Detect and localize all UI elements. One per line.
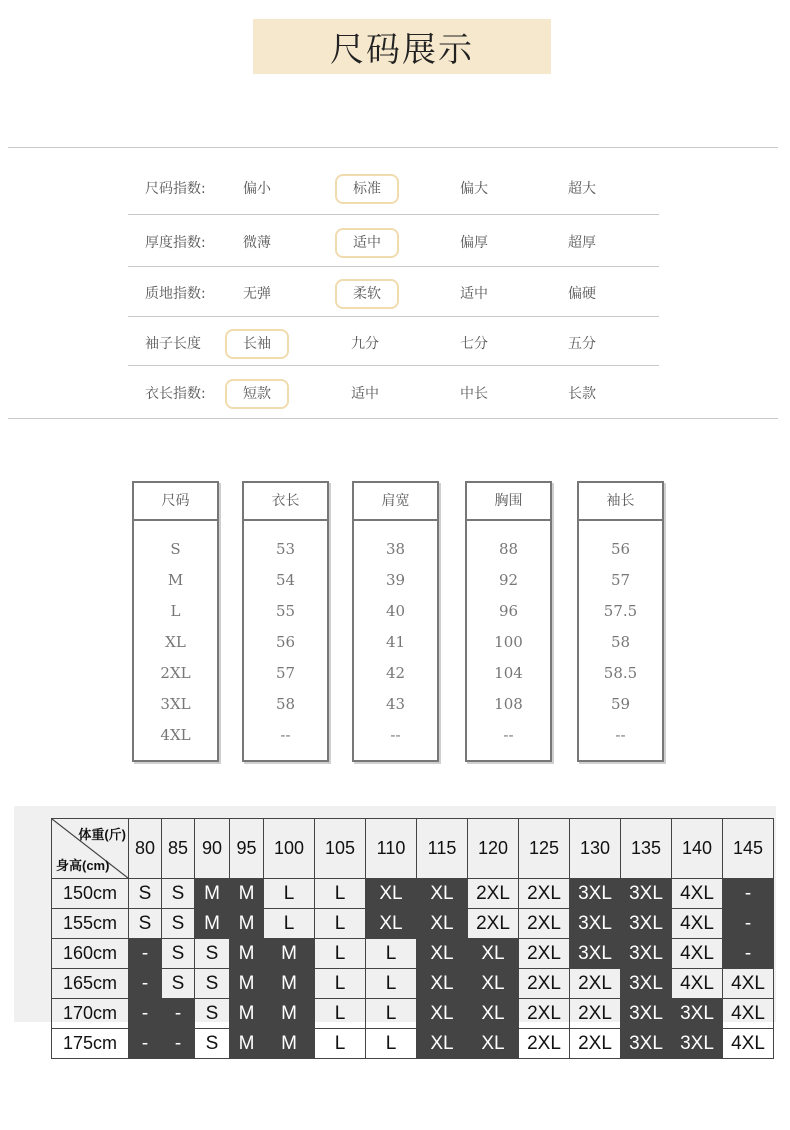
size-cell: XL: [366, 879, 417, 909]
size-cell: 2XL: [570, 1029, 621, 1059]
size-cell: 2XL: [519, 879, 570, 909]
size-cell: XL: [468, 939, 519, 969]
divider-top: [8, 147, 778, 148]
grid-corner: [52, 819, 129, 879]
size-cell: 4XL: [672, 909, 723, 939]
size-cell: 4XL: [723, 1029, 774, 1059]
size-cell: 3XL: [672, 999, 723, 1029]
index-option-selected: 柔软: [335, 279, 399, 309]
size-cell: S: [195, 969, 230, 999]
weight-header: 80: [129, 819, 162, 879]
measurement-value: --: [503, 726, 514, 744]
measurement-value: 40: [385, 602, 406, 620]
table-row: [52, 1029, 774, 1059]
index-option: 超厚: [568, 235, 596, 251]
index-option: 适中: [351, 386, 379, 402]
table-row: [52, 909, 774, 939]
table-row: [52, 969, 774, 999]
measurement-column: [465, 481, 552, 762]
index-option: 长款: [568, 386, 596, 402]
index-option: 五分: [568, 336, 596, 352]
index-row: [0, 380, 790, 408]
size-cell: L: [366, 969, 417, 999]
size-cell: XL: [417, 939, 468, 969]
measurement-value: 100: [494, 633, 523, 651]
index-option: 七分: [460, 336, 488, 352]
size-cell: -: [723, 909, 774, 939]
size-cell: 4XL: [672, 969, 723, 999]
index-label: 厚度指数:: [145, 235, 206, 251]
index-option: 微薄: [243, 235, 271, 251]
size-cell: L: [315, 999, 366, 1029]
measurement-value: --: [390, 726, 401, 744]
weight-header: 90: [195, 819, 230, 879]
weight-header: 95: [230, 819, 264, 879]
size-cell: M: [230, 939, 264, 969]
size-cell: 3XL: [672, 1029, 723, 1059]
size-cell: L: [315, 909, 366, 939]
size-cell: 2XL: [570, 969, 621, 999]
table-row: [52, 939, 774, 969]
measurement-value: 96: [498, 602, 519, 620]
height-header: 175cm: [52, 1029, 129, 1059]
index-option: 偏小: [243, 181, 271, 197]
size-cell: L: [366, 939, 417, 969]
weight-header: 110: [366, 819, 417, 879]
size-cell: XL: [417, 969, 468, 999]
measurement-column: [577, 481, 664, 762]
size-cell: 3XL: [621, 1029, 672, 1059]
size-cell: 3XL: [570, 879, 621, 909]
page-title-banner: [253, 19, 551, 74]
table-row: [52, 879, 774, 909]
size-cell: S: [129, 909, 162, 939]
measurement-value: --: [615, 726, 626, 744]
size-cell: M: [230, 909, 264, 939]
table-row: [52, 999, 774, 1029]
measurement-value: XL: [165, 633, 186, 651]
index-option: 九分: [351, 336, 379, 352]
size-cell: M: [264, 969, 315, 999]
measurement-value: 108: [494, 695, 523, 713]
measurement-value: 58.5: [603, 664, 638, 682]
size-cell: 2XL: [468, 879, 519, 909]
index-label: 质地指数:: [145, 286, 206, 302]
weight-header: 85: [162, 819, 195, 879]
size-cell: 3XL: [621, 879, 672, 909]
weight-header: 120: [468, 819, 519, 879]
size-cell: 2XL: [519, 939, 570, 969]
column-header: 胸围: [467, 483, 550, 521]
measurement-value: 53: [275, 540, 296, 558]
measurement-value: 39: [385, 571, 406, 589]
weight-header: 105: [315, 819, 366, 879]
measurement-value: L: [170, 602, 181, 620]
index-row: [0, 229, 790, 257]
size-cell: M: [230, 1029, 264, 1059]
size-cell: XL: [417, 879, 468, 909]
size-cell: XL: [417, 999, 468, 1029]
size-cell: 2XL: [519, 969, 570, 999]
measurement-value: 42: [385, 664, 406, 682]
size-cell: S: [162, 969, 195, 999]
divider: [128, 266, 659, 267]
size-cell: L: [315, 939, 366, 969]
weight-header: 145: [723, 819, 774, 879]
index-option: 偏厚: [460, 235, 488, 251]
column-header: 衣长: [244, 483, 327, 521]
size-cell: XL: [468, 969, 519, 999]
size-cell: S: [195, 1029, 230, 1059]
size-cell: -: [129, 939, 162, 969]
measurement-value: 92: [498, 571, 519, 589]
size-cell: -: [129, 999, 162, 1029]
index-label: 尺码指数:: [145, 181, 206, 197]
size-recommendation-grid: [51, 818, 774, 1059]
size-cell: 2XL: [519, 909, 570, 939]
size-cell: XL: [417, 1029, 468, 1059]
size-cell: 2XL: [570, 999, 621, 1029]
size-cell: S: [162, 939, 195, 969]
measurement-value: M: [167, 571, 184, 589]
measurement-column: [352, 481, 439, 762]
index-option: 偏大: [460, 181, 488, 197]
column-header: 袖长: [579, 483, 662, 521]
measurement-value: 2XL: [160, 664, 191, 682]
measurement-value: 3XL: [160, 695, 191, 713]
column-header: 肩宽: [354, 483, 437, 521]
weight-header: 130: [570, 819, 621, 879]
weight-label: 体重(斤): [78, 827, 126, 842]
index-option-selected: 短款: [225, 379, 289, 409]
measurement-value: 56: [275, 633, 296, 651]
size-cell: XL: [468, 1029, 519, 1059]
size-cell: S: [195, 939, 230, 969]
measurement-value: 57: [610, 571, 631, 589]
weight-header: 115: [417, 819, 468, 879]
size-cell: XL: [366, 909, 417, 939]
size-cell: L: [264, 879, 315, 909]
index-label: 衣长指数:: [145, 386, 206, 402]
measurement-value: 88: [498, 540, 519, 558]
size-cell: S: [162, 879, 195, 909]
size-cell: M: [264, 999, 315, 1029]
size-cell: 3XL: [570, 939, 621, 969]
size-cell: 4XL: [672, 939, 723, 969]
size-cell: -: [723, 939, 774, 969]
index-option: 适中: [460, 286, 488, 302]
measurement-value: 54: [275, 571, 296, 589]
index-option: 偏硬: [568, 286, 596, 302]
measurement-value: 41: [385, 633, 406, 651]
size-cell: M: [195, 909, 230, 939]
size-cell: -: [129, 1029, 162, 1059]
measurement-value: 4XL: [160, 726, 191, 744]
weight-header: 100: [264, 819, 315, 879]
measurement-value: 58: [275, 695, 296, 713]
size-cell: L: [366, 999, 417, 1029]
index-option-selected: 适中: [335, 228, 399, 258]
size-cell: -: [162, 1029, 195, 1059]
weight-header: 140: [672, 819, 723, 879]
index-option-selected: 标准: [335, 174, 399, 204]
height-header: 150cm: [52, 879, 129, 909]
height-header: 165cm: [52, 969, 129, 999]
measurement-value: --: [280, 726, 291, 744]
divider: [128, 214, 659, 215]
size-cell: S: [162, 909, 195, 939]
size-cell: M: [264, 1029, 315, 1059]
measurement-value: 57.5: [603, 602, 638, 620]
size-cell: S: [129, 879, 162, 909]
height-label: 身高(cm): [56, 858, 110, 873]
measurement-value: 57: [275, 664, 296, 682]
divider-bottom: [8, 418, 778, 419]
measurement-value: 56: [610, 540, 631, 558]
index-option: 无弹: [243, 286, 271, 302]
size-cell: L: [366, 1029, 417, 1059]
size-cell: L: [315, 879, 366, 909]
size-cell: L: [315, 969, 366, 999]
index-row: [0, 280, 790, 308]
size-cell: M: [264, 939, 315, 969]
size-cell: -: [162, 999, 195, 1029]
weight-header: 135: [621, 819, 672, 879]
size-cell: 2XL: [519, 999, 570, 1029]
divider: [128, 365, 659, 366]
measurement-column: [132, 481, 219, 762]
size-cell: 3XL: [621, 909, 672, 939]
size-cell: M: [230, 969, 264, 999]
index-option: 超大: [568, 181, 596, 197]
size-cell: 4XL: [723, 999, 774, 1029]
size-cell: L: [264, 909, 315, 939]
column-header: 尺码: [134, 483, 217, 521]
measurement-value: 58: [610, 633, 631, 651]
size-cell: 2XL: [468, 909, 519, 939]
size-cell: XL: [417, 909, 468, 939]
height-header: 170cm: [52, 999, 129, 1029]
index-label: 袖子长度: [145, 336, 201, 352]
size-cell: 3XL: [621, 939, 672, 969]
size-cell: 3XL: [621, 999, 672, 1029]
size-cell: L: [315, 1029, 366, 1059]
size-cell: M: [195, 879, 230, 909]
measurement-value: S: [170, 540, 181, 558]
measurement-value: 38: [385, 540, 406, 558]
size-cell: M: [230, 999, 264, 1029]
measurement-value: 59: [610, 695, 631, 713]
size-cell: 3XL: [621, 969, 672, 999]
size-cell: -: [723, 879, 774, 909]
size-cell: -: [129, 969, 162, 999]
size-cell: S: [195, 999, 230, 1029]
weight-header: 125: [519, 819, 570, 879]
height-header: 155cm: [52, 909, 129, 939]
size-cell: M: [230, 879, 264, 909]
index-option: 中长: [460, 386, 488, 402]
index-option-selected: 长袖: [225, 329, 289, 359]
size-cell: 4XL: [672, 879, 723, 909]
size-cell: 4XL: [723, 969, 774, 999]
measurement-value: 55: [275, 602, 296, 620]
height-header: 160cm: [52, 939, 129, 969]
measurement-value: 43: [385, 695, 406, 713]
size-cell: 2XL: [519, 1029, 570, 1059]
page-title: 尺码展示: [330, 30, 474, 70]
divider: [128, 316, 659, 317]
measurement-value: 104: [494, 664, 523, 682]
size-cell: 3XL: [570, 909, 621, 939]
index-row: [0, 330, 790, 358]
size-cell: XL: [468, 999, 519, 1029]
index-row: [0, 175, 790, 203]
measurement-column: [242, 481, 329, 762]
